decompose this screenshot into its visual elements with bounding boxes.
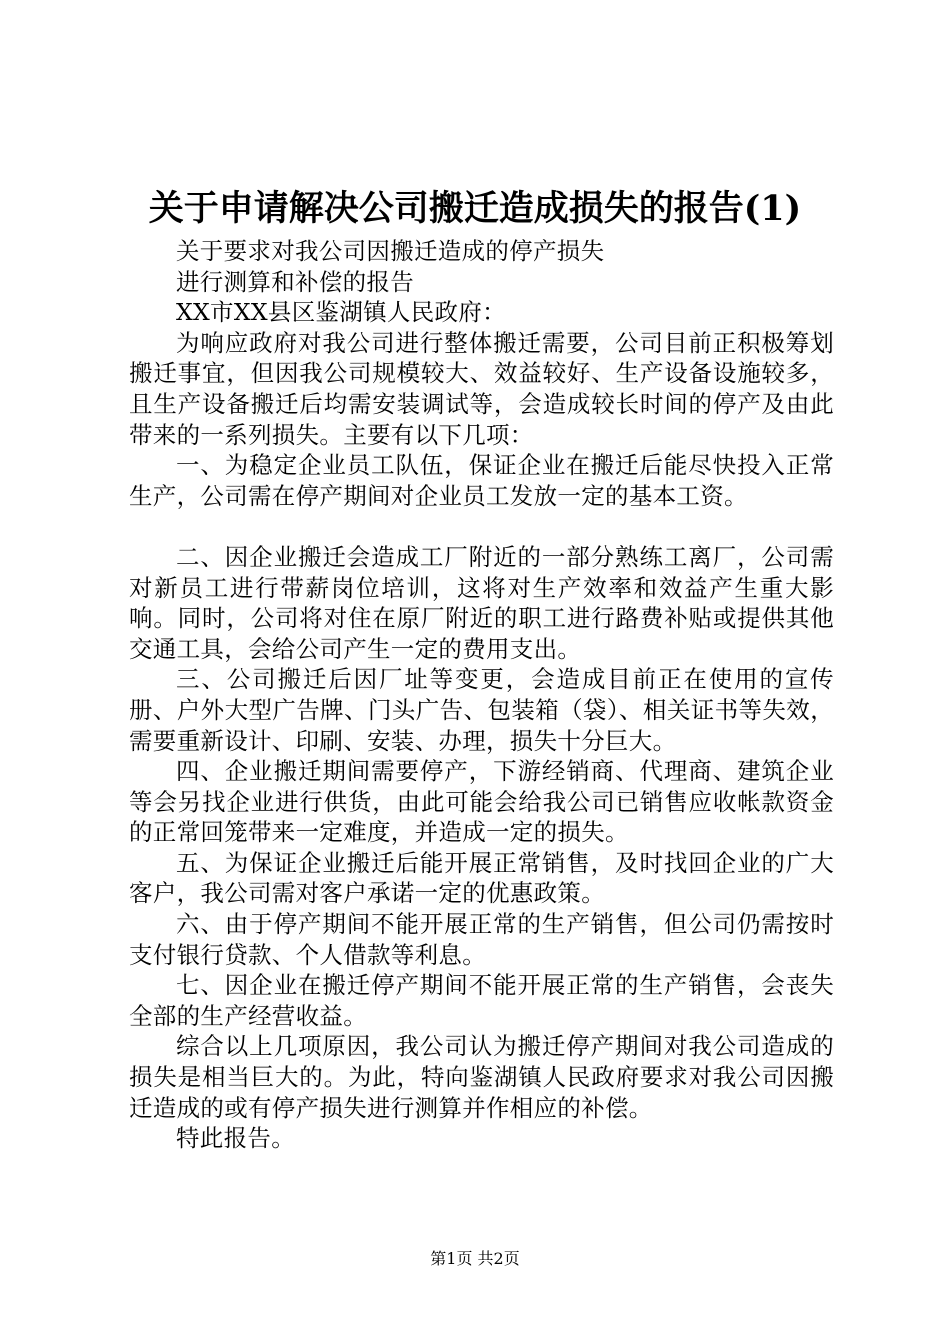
paragraph-conclusion: 综合以上几项原因，我公司认为搬迁停产期间对我公司造成的损失是相当巨大的。为此，特向鉴湖镇人民政府要求对我公司因搬迁造成的或有停产损失进行测算并作相应的补偿。 bbox=[129, 1032, 834, 1122]
paragraph-item-5: 五、为保证企业搬迁后能开展正常销售，及时找回企业的广大客户，我公司需对客户承诺一定的优惠政策。 bbox=[129, 848, 834, 908]
paragraph-item-6: 六、由于停产期间不能开展正常的生产销售，但公司仍需按时支付银行贷款、个人借款等利息。 bbox=[129, 910, 834, 969]
addressee: XX市XX县区鉴湖镇人民政府： bbox=[176, 298, 506, 327]
page-footer: 第1页 共2页 bbox=[430, 1249, 520, 1268]
paragraph-item-1: 一、为稳定企业员工队伍，保证企业在搬迁后能尽快投入正常生产，公司需在停产期间对企业员工发放一定的基本工资。 bbox=[129, 451, 834, 510]
paragraph-item-2: 二、因企业搬迁会造成工厂附近的一部分熟练工离厂，公司需对新员工进行带薪岗位培训，这将对生产效率和效益产生重大影响。同时，公司将对住在原厂附近的职工进行路费补贴或提供其他交通工具，会给公司产生一定的费用支出。 bbox=[129, 542, 834, 663]
heading-line-2: 进行测算和补偿的报告 bbox=[176, 267, 414, 296]
paragraph-item-3: 三、公司搬迁后因厂址等变更，会造成目前正在使用的宣传册、户外大型广告牌、门头广告、包装箱（袋）、相关证书等失效，需要重新设计、印刷、安装、办理，损失十分巨大。 bbox=[129, 665, 834, 755]
closing-line: 特此报告。 bbox=[176, 1124, 295, 1153]
document-body bbox=[129, 236, 834, 1154]
paragraph-item-7: 七、因企业在搬迁停产期间不能开展正常的生产销售，会丧失全部的生产经营收益。 bbox=[129, 971, 834, 1030]
heading-line-1: 关于要求对我公司因搬迁造成的停产损失 bbox=[176, 237, 605, 265]
paragraph-intro: 为响应政府对我公司进行整体搬迁需要，公司目前正积极筹划搬迁事宜，但因我公司规模较大、效益较好、生产设备设施较多，且生产设备搬迁后均需安装调试等，会造成较长时间的停产及由此带来的一系列损失。主要有以下几项： bbox=[129, 328, 834, 449]
paragraph-item-4: 四、企业搬迁期间需要停产，下游经销商、代理商、建筑企业等会另找企业进行供货，由此可能会给我公司已销售应收帐款资金的正常回笼带来一定难度，并造成一定的损失。 bbox=[129, 757, 834, 847]
document-title: 关于申请解决公司搬迁造成损失的报告(1) bbox=[148, 188, 802, 229]
